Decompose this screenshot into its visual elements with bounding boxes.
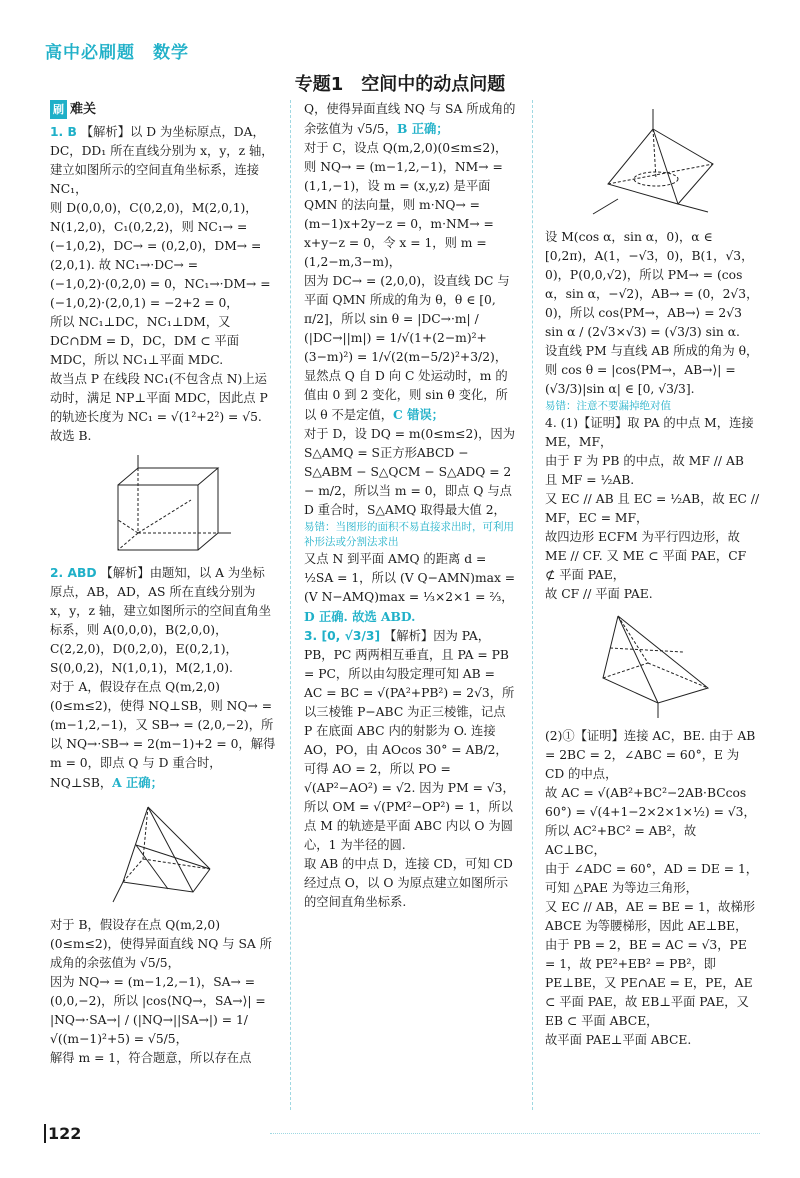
column-divider [290,100,291,1110]
verdict-a: A 正确； [112,775,163,790]
page-number: 122 [44,1124,81,1143]
paragraph: Q，使得异面直线 NQ 与 SA 所成角的余弦值为 √5/5， [304,102,516,136]
paragraph: 4. (1)【证明】取 PA 的中点 M，连接 ME，MF， [545,416,754,449]
column-3 [545,100,760,1050]
paragraph: 故选 B. [50,429,92,443]
paragraph: 则 D(0,0,0)，C(0,2,0)，M(2,0,1)，N(1,2,0)，C₁(0,2,2)，则 NC₁→ = (−1,0,2)，DC→ = (0,2,0)，DM→ = (2,0,1). 故 NC₁→·DC→ = (−1,0,2)·(0,2,0) = 0，NC₁→·DM→ = (−1,0,2)·(2,0,1) = −2+2 = 0， [50,201,271,310]
paragraph: 解得 m = 1，符合题意，所以存在点 [50,1051,252,1065]
paragraph: 故当点 P 在线段 NC₁(不包含点 N)上运动时，满足 NP⊥平面 MDC，因此点 P 的轨迹长度为 NC₁ = √(1²+2²) = √5. [50,372,268,424]
paragraph: 对于 C，设点 Q(m,2,0)(0≤m≤2)，则 NQ→ = (m−1,2,−1)，NM→ = (1,1,−1)，设 m = (x,y,z) 是平面 QMN 的法向量，则 m·NQ→ = (m−1)x+2y−z = 0，m·NM→ = x+y−z = 0，令 x = 1，则 m = (1,2−m,3−m)， [304,141,508,269]
paragraph: (2)①【证明】连接 AC，BE. 由于 AB = 2BC = 2，∠ABC = 60°，E 为 CD 的中点， [545,729,756,781]
paragraph: 对于 B，假设存在点 Q(m,2,0)(0≤m≤2)，使得异面直线 NQ 与 SA 所成角的余弦值为 √5/5， [50,918,272,970]
column-2 [304,100,516,912]
column-1 [50,100,276,1068]
section-heading [50,100,276,119]
answer-1: 1. B [50,125,77,139]
answer-3: 3. [0, √3/3] [304,629,381,643]
pyramid-figure [98,797,228,912]
paragraph: 对于 D，设 DQ = m(0≤m≤2)，因为 S△AMQ = S正方形ABCD − S△ABM − S△QCM − S△ADQ = 2 − m/2，所以当 m = 0，即点 Q 与点 D 重合时，S△AMQ 取得最大值 2， [304,427,515,517]
tip-note: 易错：注意不要漏掉绝对值 [545,400,671,412]
paragraph: 所以 NC₁⊥DC，NC₁⊥DM，又 DC∩DM = D，DC，DM ⊂ 平面 MDC，所以 NC₁⊥平面 MDC. [50,315,240,367]
answer-2: 2. ABD [50,566,97,580]
paragraph: 故平面 PAE⊥平面 ABCE. [545,1033,692,1047]
tip-note: 易错：当图形的面积不易直接求出时，可利用补形法或分割法求出 [304,521,514,548]
footer-rule [270,1133,760,1134]
paragraph: 由于 ∠ADC = 60°，AD = DE = 1，可知 △PAE 为等边三角形， [545,862,759,895]
paragraph: 又点 N 到平面 AMQ 的距离 d = ½SA = 1，所以 (V Q−AMN)max = (V N−AMQ)max = ⅓×2×1 = ⅔， [304,552,516,604]
paragraph: 故 CF // 平面 PAE. [545,587,653,601]
verdict-b: B 正确； [397,121,449,136]
paragraph: 故 AC = √(AB²+BC²−2AB·BCcos 60°) = √(4+1−2×2×1×½) = √3， [545,786,756,819]
cube-figure [93,450,233,560]
paragraph: 取 AB 的中点 D，连接 CD，可知 CD 经过点 O，以 O 为原点建立如图所示的空间直角坐标系. [304,857,513,909]
paragraph: 【解析】以 D 为坐标原点，DA，DC，DD₁ 所在直线分别为 x，y，z 轴，建立如图所示的空间直角坐标系，连接 NC₁， [50,125,274,196]
verdict-c: C 错误； [393,407,444,422]
verdict-d: D 正确. 故选 ABD. [304,609,416,624]
paragraph: 设 M(cos α，sin α，0)，α ∈ [0,2π)，A(1，−√3，0)，B(1，√3，0)，P(0,0,√2)，所以 PM→ = (cos α，sin α，−√2)，AB→ = (0，2√3，0)，所以 cos⟨PM→，AB→⟩ = 2√3 sin α / (2√3×√3) = (√3/3) sin α. [545,230,759,339]
paragraph: 由于 F 为 PB 的中点，故 MF // AB 且 MF = ½AB. [545,454,744,487]
section-label: 难关 [70,102,97,117]
paragraph: 所以 AC²+BC² = AB²，故 AC⊥BC， [545,824,697,857]
paragraph: 【解析】因为 PA，PB，PC 两两相互垂直，且 PA = PB = PC，所以由勾股定理可知 AB = AC = BC = √(PA²+PB²) = 2√3，所以三棱锥 P−ABC 为正三棱锥，记点 P 在底面 ABC 内的射影为 O. 连接 AO，PO，由 AOcos 30° = AB/2，可得 AO = 2，所以 PO = √(AP²−AO²) = √2. 因为 PM = √3，所以 OM = √(PM²−OP²) = 1，所以点 M 的轨迹是平面 ABC 内以 O 为圆心，1 为半径的圆. [304,629,515,852]
paragraph: 因为 NQ→ = (m−1,2,−1)，SA→ = (0,0,−2)，所以 |cos⟨NQ→，SA→⟩| = |NQ→·SA→| / (|NQ→||SA→|) = 1/√((m−1)²+5) = √5/5， [50,975,266,1046]
page-title: 专题1 空间中的动点问题 [294,74,506,95]
book-header: 高中必刷题 数学 [45,43,189,63]
paragraph: 对于 A，假设存在点 Q(m,2,0)(0≤m≤2)，使得 NQ⊥SB，则 NQ→ = (m−1,2,−1)，又 SB→ = (2,0,−2)，所以 NQ→·SB→ = 2(m−1)+2 = 0，解得 m = 0，即点 Q 与 D 重合时，NQ⊥SB， [50,680,276,790]
paragraph: 【解析】由题知，以 A 为坐标原点，AB，AD，AS 所在直线分别为 x，y，z 轴，建立如图所示的空间直角坐标系，则 A(0,0,0)，B(2,0,0)，C(2,2,0)，D(0,2,0)，E(0,2,1)，S(0,0,2)，N(1,0,1)，M(2,1,0). [50,566,272,675]
tetrahedron-figure [578,104,728,224]
paragraph: 又 EC // AB 且 EC = ½AB，故 EC // MF，EC = MF， [545,492,760,525]
paragraph: 设直线 PM 与直线 AB 所成的角为 θ，则 cos θ = |cos⟨PM→，AB→⟩| = (√3/3)|sin α| ∈ [0, √3/3]. [545,344,759,396]
paragraph: 故四边形 ECFM 为平行四边形，故 ME // CF. 又 ME ⊂ 平面 PAE，CF ⊄ 平面 PAE， [545,530,747,582]
paragraph: 又 EC // AB，AE = BE = 1，故梯形 ABCE 为等腰梯形，因此 AE⊥BE， [545,900,756,933]
section-badge: 刷 [50,100,67,119]
paragraph: 由于 PB = 2，BE = AC = √3，PE = 1，故 PE²+EB² = PB²，即 PE⊥BE，又 PE∩AE = E，PE，AE ⊂ 平面 PAE，故 EB⊥平面 PAE，又 EB ⊂ 平面 ABCE， [545,938,753,1028]
solid-figure [588,608,718,723]
paragraph: 因为 DC→ = (2,0,0)，设直线 DC 与平面 QMN 所成的角为 θ，θ ∈ [0, π/2]，所以 sin θ = |DC→·m| / (|DC→||m|) = 1/√(1+(2−m)²+(3−m)²) = 1/√(2(m−5/2)²+3/2)，显然点 Q 自 D 向 C 处运动时，m 的值由 0 到 2 变化，则 sin θ 变化，所以 θ 不是定值， [304,274,510,422]
column-divider [532,100,533,1110]
